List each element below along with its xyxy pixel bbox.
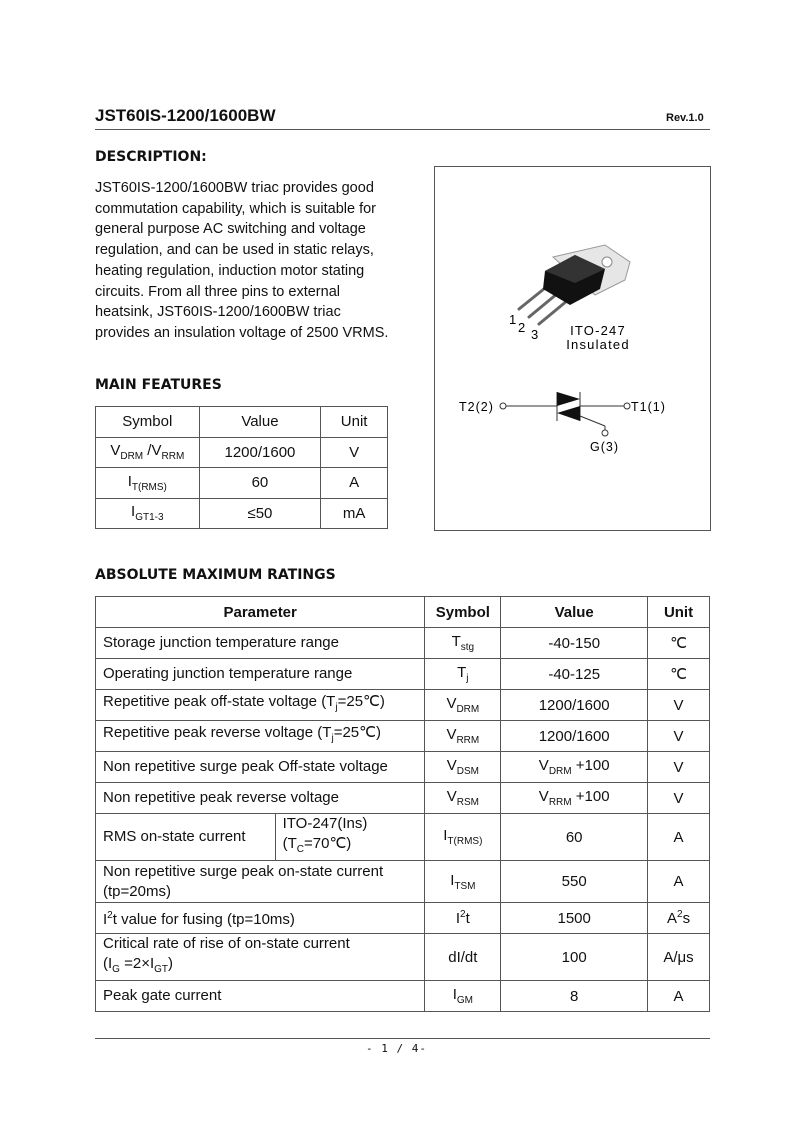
package-note: Insulated xyxy=(566,337,630,352)
description-line: provides an insulation voltage of 2500 VRMS. xyxy=(95,324,389,341)
parameter-cell: Non repetitive peak reverse voltage xyxy=(96,783,425,814)
revision-label: Rev.1.0 xyxy=(666,112,704,124)
unit-cell: mA xyxy=(321,498,388,529)
table-row xyxy=(96,783,710,814)
header-divider xyxy=(95,129,710,130)
description-line: circuits. From all three pins to external xyxy=(95,283,340,300)
column-header: Unit xyxy=(648,597,710,628)
symbol-cell: $I_{GT1-3}$ xyxy=(96,498,200,529)
page-number: - 1 / 4- xyxy=(366,1042,427,1055)
parameter-cell: Critical rate of rise of on-state current $(I_G =2\times I_{GT})$ xyxy=(96,934,425,981)
package-name: ITO-247 xyxy=(570,323,626,338)
symbol-cell: $I_{GM}$ xyxy=(425,981,501,1012)
table-row xyxy=(96,981,710,1012)
table-row xyxy=(96,752,710,783)
parameter-cell: Repetitive peak reverse voltage $(T_j=25℃)$ xyxy=(96,721,425,752)
value-cell: 100 xyxy=(501,934,648,981)
unit-cell: V xyxy=(648,783,710,814)
unit-cell: A xyxy=(648,814,710,861)
table-header-row xyxy=(96,407,388,438)
unit-cell: A/μs xyxy=(648,934,710,981)
value-cell: -40-150 xyxy=(501,628,648,659)
table-row xyxy=(96,437,388,468)
t2-label: T2(2) xyxy=(459,400,494,414)
table-row xyxy=(96,903,710,934)
description-line: heatsink, JST60IS-1200/1600BW triac xyxy=(95,304,341,321)
parameter-cell: Repetitive peak off-state voltage $(T_j=25℃)$ xyxy=(96,690,425,721)
parameter-cell: Non repetitive surge peak Off-state voltage xyxy=(96,752,425,783)
description-line: regulation, and can be used in static relays, xyxy=(95,242,374,259)
unit-cell: $A^2s$ xyxy=(648,903,710,934)
column-header: Value xyxy=(199,407,321,438)
description-line: heating regulation, induction motor stating xyxy=(95,262,365,279)
description-line: JST60IS-1200/1600BW triac provides good xyxy=(95,180,374,196)
unit-cell: ℃ xyxy=(648,659,710,690)
table-row xyxy=(96,814,710,861)
symbol-cell: $V_{RRM}$ xyxy=(425,721,501,752)
parameter-cell: Peak gate current xyxy=(96,981,425,1012)
symbol-cell: $I_{T(RMS)}$ xyxy=(96,468,200,499)
value-cell: $V_{RRM} +100$ xyxy=(501,783,648,814)
column-header: Value xyxy=(501,597,648,628)
table-row xyxy=(96,861,710,903)
symbol-cell: $T_j$ xyxy=(425,659,501,690)
symbol-cell: $V_{DRM}$ xyxy=(425,690,501,721)
package-figure xyxy=(434,166,711,531)
main-features-table xyxy=(95,406,388,529)
table-row xyxy=(96,659,710,690)
description-line: commutation capability, which is suitable for xyxy=(95,200,376,217)
description-line: general purpose AC switching and voltage xyxy=(95,221,366,238)
unit-cell: A xyxy=(648,981,710,1012)
value-cell: 8 xyxy=(501,981,648,1012)
parameter-cell: Operating junction temperature range xyxy=(96,659,425,690)
symbol-cell: $V_{RSM}$ xyxy=(425,783,501,814)
column-header: Symbol xyxy=(425,597,501,628)
table-row xyxy=(96,690,710,721)
unit-cell: ℃ xyxy=(648,628,710,659)
symbol-cell: $V_{DRM}$ $/V_{RRM}$ xyxy=(96,437,200,468)
symbol-cell: $I_{T(RMS)}$ xyxy=(425,814,501,861)
unit-cell: A xyxy=(321,468,388,499)
ratings-heading: ABSOLUTE MAXIMUM RATINGS xyxy=(95,567,336,583)
value-cell: 60 xyxy=(501,814,648,861)
pin-3-label: 3 xyxy=(531,327,539,342)
gate-label: G(3) xyxy=(590,440,619,454)
package-drawing xyxy=(435,167,710,530)
table-row xyxy=(96,498,388,529)
pin-1-label: 1 xyxy=(509,312,517,327)
column-header: Symbol xyxy=(96,407,200,438)
value-cell: -40-125 xyxy=(501,659,648,690)
unit-cell: A xyxy=(648,861,710,903)
description-text xyxy=(95,178,430,344)
parameter-cell: RMS on-state current xyxy=(96,814,276,861)
symbol-cell: $V_{DSM}$ xyxy=(425,752,501,783)
footer-divider xyxy=(95,1038,710,1039)
symbol-cell: $I^2t$ xyxy=(425,903,501,934)
symbol-cell: $T_{stg}$ xyxy=(425,628,501,659)
value-cell: 1500 xyxy=(501,903,648,934)
table-row xyxy=(96,468,388,499)
value-cell: 1200/1600 xyxy=(501,721,648,752)
column-header: Unit xyxy=(321,407,388,438)
pin-2-label: 2 xyxy=(518,320,526,335)
value-cell: 1200/1600 xyxy=(501,690,648,721)
value-cell: 60 xyxy=(199,468,321,499)
table-row xyxy=(96,934,710,981)
table-row xyxy=(96,721,710,752)
symbol-cell: dI/dt xyxy=(425,934,501,981)
unit-cell: V xyxy=(648,752,710,783)
parameter-cell: Storage junction temperature range xyxy=(96,628,425,659)
table-row xyxy=(96,628,710,659)
parameter-cell: $I^2t$ value for fusing (tp=10ms) xyxy=(96,903,425,934)
value-cell: 550 xyxy=(501,861,648,903)
value-cell: $V_{DRM} +100$ xyxy=(501,752,648,783)
column-header: Parameter xyxy=(96,597,425,628)
unit-cell: V xyxy=(648,690,710,721)
value-cell: 1200/1600 xyxy=(199,437,321,468)
absolute-maximum-ratings-table xyxy=(95,596,710,1012)
value-cell: ≤50 xyxy=(199,498,321,529)
document-title: JST60IS-1200/1600BW xyxy=(95,106,276,125)
unit-cell: V xyxy=(321,437,388,468)
description-heading: DESCRIPTION: xyxy=(95,149,207,165)
table-header-row xyxy=(96,597,710,628)
symbol-cell: $I_{TSM}$ xyxy=(425,861,501,903)
main-features-heading: MAIN FEATURES xyxy=(95,377,222,393)
condition-cell: ITO-247(Ins) $(T_C=70℃)$ xyxy=(275,814,425,861)
t1-label: T1(1) xyxy=(631,400,666,414)
unit-cell: V xyxy=(648,721,710,752)
parameter-cell: Non repetitive surge peak on-state current (tp=20ms) xyxy=(96,861,425,903)
mounting-hole-icon xyxy=(602,257,612,267)
